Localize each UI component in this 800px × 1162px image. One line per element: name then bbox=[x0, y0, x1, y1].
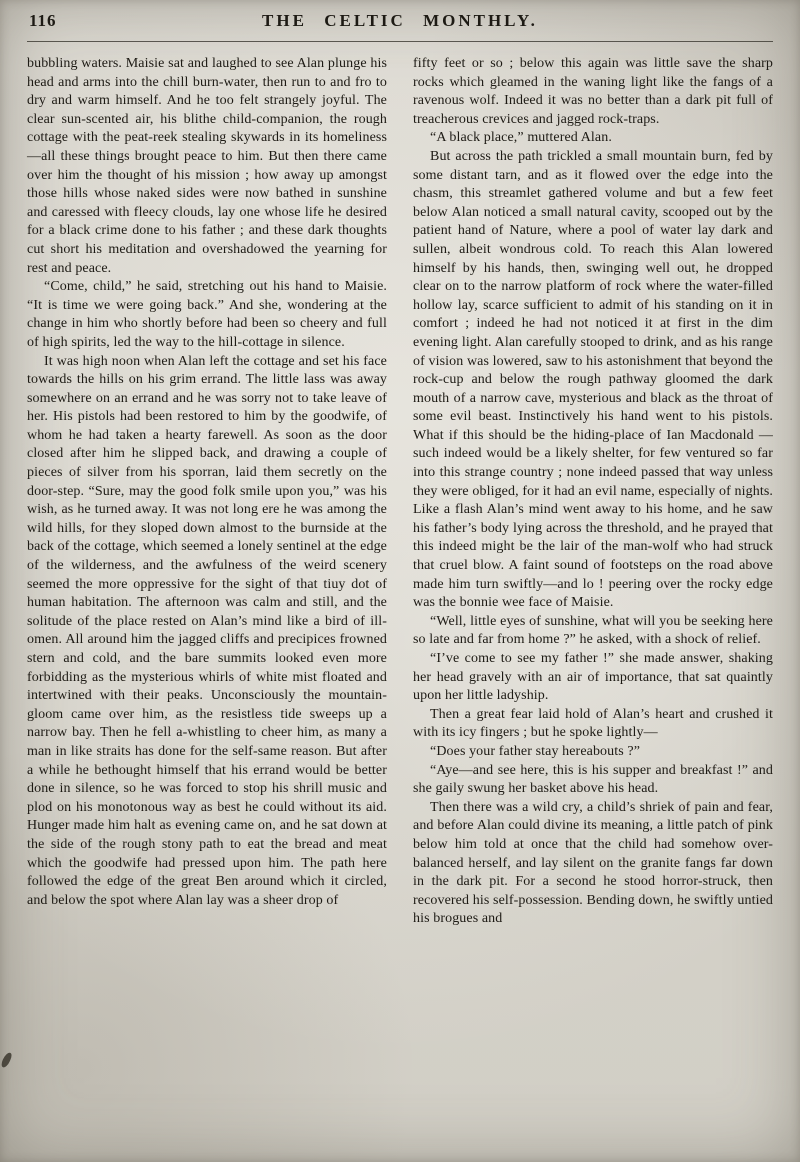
right-column bbox=[413, 55, 773, 929]
paragraph: “Does your father stay hereabouts ?” bbox=[430, 743, 641, 759]
paragraph: “Aye—and see here, this is his supper and breakfast !” and she gaily swung her basket above his head. bbox=[413, 762, 773, 797]
paragraph: It was high noon when Alan left the cottage and set his face towards the hills on his grim errand. The little lass was away somewhere on an errand and he was sorry not to take leave of her. His pistols had been restored to him by the goodwife, of whom he had taken a hearty farewell. As soon as the door closed after him he slipped back, and drawing a couple of pieces of silver from his sporran, laid them secretly on the door-step. “Sure, may the good folk smile upon you,” was his wish, as he turned away. It was not long ere he was among the wild hills, for they sloped down almost to the burnside at the back of the cottage, which seemed a lonely sentinel at the edge of the wilderness, and the awfulness of the weird scenery seemed the more oppressive for the sight of that tiuy dot of human habitation. The afternoon was calm and still, and the solitude of the place rested on Alan’s mind like a bird of ill-omen. All around him the jagged cliffs and precipices frowned stern and cold, and the bare summits looked even more forbidding as the mysterious whirls of white mist floated and intertwined with their peaks. Unconsciously the mountain-gloom came over him, as the resistless tide sweeps up a narrow bay. Then he fell a-whistling to cheer him, as many a man in like straits has done for the self-same reason. But after a while he bethought himself that his errand would be better done in silence, so he was forced to stop his shrill music and plod on his monotonous way as best he could without its aid. Hunger made him halt as evening came on, and he sat down at the side of the rough stony path to eat the bread and meat which the goodwife had pressed upon him. The path here followed the edge of the great Ben around which it circled, and below the spot where Alan lay was a sheer drop of bbox=[27, 353, 387, 908]
page-title: THE CELTIC MONTHLY. bbox=[262, 11, 538, 30]
paragraph: “I’ve come to see my father !” she made answer, shaking her head gravely with an air of importance, that sat quaintly upon her little ladyship. bbox=[413, 651, 773, 704]
text-columns bbox=[27, 55, 773, 929]
page-header bbox=[27, 6, 773, 36]
paragraph: bubbling waters. Maisie sat and laughed to see Alan plunge his head and arms into the chill burn-water, then run to and fro to dry and warm himself. And he too felt strangely joyful. The clear sun-scented air, his blithe child-companion, the rough cottage with the peat-reek stealing skywards in its homeliness—all these things brought peace to him. But then there came over him the thought of his mission ; how away up amongst those hills whose naked sides were now bathed in sunshine and caressed with fleecy clouds, lay one whose life he desired for a black crime done to his father ; and these dark thoughts cut short his meditation and overshadowed the yearning for rest and peace. bbox=[27, 56, 387, 276]
paragraph: “Well, little eyes of sunshine, what will you be seeking here so late and far from home ?” he asked, with a shock of relief. bbox=[413, 613, 773, 648]
header-rule bbox=[27, 41, 773, 42]
ink-smudge bbox=[0, 1051, 13, 1068]
paragraph: “Come, child,” he said, stretching out his hand to Maisie. “It is time we were going back.” And she, wondering at the change in him who shortly before had been so cheery and full of high spirits, led the way to the hill-cottage in silence. bbox=[27, 279, 387, 350]
paragraph: But across the path trickled a small mountain burn, fed by some distant tarn, and as it flowed over the edge into the chasm, this streamlet gathered volume and but a few feet below Alan noticed a small natural cavity, scooped out by the patient hand of Nature, where a pool of water lay dark and sullen, albeit wondrous cold. To reach this Alan lowered himself by his hands, then, swinging well out, he dropped clear on to the narrow platform of rock where the water-filled hollow lay, scarce sufficient to admit of his standing on it in comfort ; indeed he had not noticed it at first in the dim evening light. Alan carefully stooped to drink, and as his range of vision was lowered, saw to his astonishment that beyond the rock-cup and below the rough pathway gloomed the dark mouth of a narrow cave, mysterious and black as the throat of some evil beast. Instinctively his hand went to his pistols. What if this should be the hiding-place of Ian Macdonald — such indeed would be a likely shelter, for few ventured so far into this strange country ; none indeed passed that way unless they were obliged, for it had an evil name, especially of nights. Like a flash Alan’s mind went away to his home, and he saw his father’s body lying across the threshold, and he prayed that this indeed might be the lair of the man-wolf who had struck that cruel blow. A faint sound of footsteps on the road above made him turn swiftly—and lo ! peering over the rocky edge was the bonnie wee face of Maisie. bbox=[413, 148, 773, 611]
paragraph: Then a great fear laid hold of Alan’s heart and crushed it with its icy fingers ; but he spoke lightly— bbox=[413, 706, 773, 741]
paragraph: “A black place,” muttered Alan. bbox=[430, 130, 612, 146]
paragraph: Then there was a wild cry, a child’s shriek of pain and fear, and before Alan could divine its meaning, a little patch of pink below him told at once that the child had somehow over-balanced herself, and lay silent on the granite fangs far down in the dark pit. For a second he stood horror-struck, then recovered his self-possession. Bending down, he swiftly untied his brogues and bbox=[413, 799, 773, 927]
left-column bbox=[27, 55, 387, 929]
paragraph: fifty feet or so ; below this again was little save the sharp rocks which gleamed in the waning light like the fangs of a ravenous wolf. Indeed it was no better than a dark pit full of treacherous crevices and jagged rock-traps. bbox=[413, 56, 773, 127]
page-number: 116 bbox=[29, 11, 57, 30]
